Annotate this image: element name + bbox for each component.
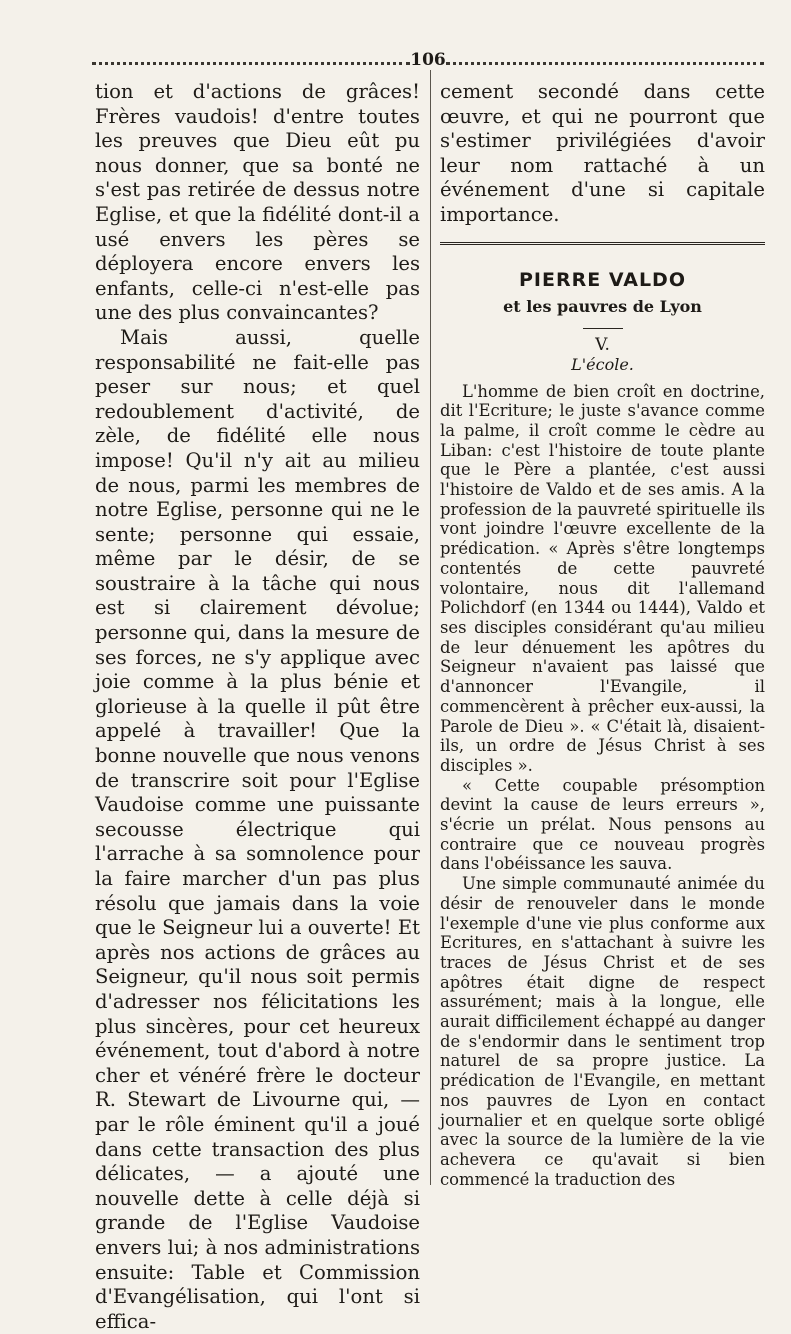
header-rule-right bbox=[446, 62, 764, 65]
left-paragraph: Mais aussi, quelle responsabilité ne fait-elle pas peser sur nous; et quel redoublement d'activité, de zèle, de fidélité elle nous impose! Qu'il n'y ait au milieu de nous, parmi les membres de notre Eglise, personne qui ne le sente; personne qui essaie, même par le désir, de se soustraire à la tâche qui nous est si clairement dévolue; personne qui, dans la mesure de ses forces, ne s'y applique avec joie comme à la plus bénie et glorieuse à la quelle il pût être appelé à travailler! Que la bonne nouvelle que nous venons de transcrire soit pour l'Eglise Vaudoise comme une puissante secousse électrique qui l'arrache à sa somnolence pour la faire marcher d'un pas plus résolu que jamais dans la voie que le Seigneur lui a ouverte! Et après nos actions de grâces au Seigneur, qu'il nous soit permis d'adresser nos félicitations les plus sincères, pour cet heureux événement, tout d'abord à notre cher et vénéré frère le docteur R. Stewart de Livourne qui, — par le rôle éminent qu'il a joué dans cette transaction des plus délicates, — a ajouté une nouvelle dette à celle déjà si grande de l'Eglise Vaudoise envers lui; à nos administrations ensuite: Table et Commission d'Evangélisation, qui l'ont si effica- bbox=[95, 325, 420, 1333]
page-header bbox=[92, 50, 764, 72]
article-title: PIERRE VALDO bbox=[519, 268, 686, 291]
right-paragraph: L'homme de bien croît en doctrine, dit l'Ecriture; le juste s'avance comme la palme, il croît comme le cèdre au Liban: c'est l'histoire de toute plante que le Père a plantée, c'est aussi l'histoire de Valdo et de ses amis. A la profession de la pauvreté spirituelle ils vont joindre l'œuvre excellente de la prédication. « Après s'être longtemps contentés de cette pauvreté volontaire, nous dit l'allemand Polichdorf (en 1344 ou 1444), Valdo et ses disciples considérant qu'au milieu de leur dénuement les apôtres du Seigneur n'avaient pas laissé que d'annoncer l'Evangile, il commencèrent à prêcher eux-aussi, la Parole de Dieu ». « C'était là, disaient-ils, un ordre de Jésus Christ à ses disciples ». bbox=[440, 381, 765, 775]
right-paragraph: « Cette coupable présomption devint la cause de leurs erreurs », s'écrie un prélat. Nous pensons au contraire que ce nouveau progrès dans l'obéissance les sauva. bbox=[440, 775, 765, 874]
right-column bbox=[440, 80, 765, 1189]
right-lead-paragraph: cement secondé dans cette œuvre, et qui ne pourront que s'estimer privilégiées d'avoir leur nom rattaché à un événement d'une si capitale importance. bbox=[440, 80, 765, 226]
short-rule bbox=[583, 328, 623, 329]
left-paragraph: tion et d'actions de grâces! Frères vaudois! d'entre toutes les preuves que Dieu eût pu nous donner, que sa bonté ne s'est pas retirée de dessus notre Eglise, et que la fidélité dont-il a usé envers les pères se déployera encore envers les enfants, celle-ci n'est-elle pas une des plus convaincantes? bbox=[95, 80, 420, 325]
article-separator bbox=[440, 242, 765, 245]
right-paragraph: Une simple communauté animée du désir de renouveler dans le monde l'exemple d'une vie plus conforme aux Ecritures, en s'attachant à suivre les traces de Jésus Christ et de ses apôtres était digne de respect assurément; mais à la longue, elle aurait difficilement échappé au danger de s'endormir dans le sentiment trop naturel de sa propre justice. La prédication de l'Evangile, en mettant nos pauvres de Lyon en contact journalier et en quelque sorte obligé avec la source de la lumière de la vie achevera ce qu'avait si bien commencé la traduction des bbox=[440, 874, 765, 1189]
article-subtitle: et les pauvres de Lyon bbox=[503, 296, 702, 316]
column-divider bbox=[430, 70, 431, 1185]
page-number: 106 bbox=[410, 50, 446, 70]
section-title: L'école. bbox=[571, 354, 634, 374]
header-rule-left bbox=[92, 62, 410, 65]
section-number: V. bbox=[595, 334, 610, 355]
left-column bbox=[95, 80, 420, 1334]
